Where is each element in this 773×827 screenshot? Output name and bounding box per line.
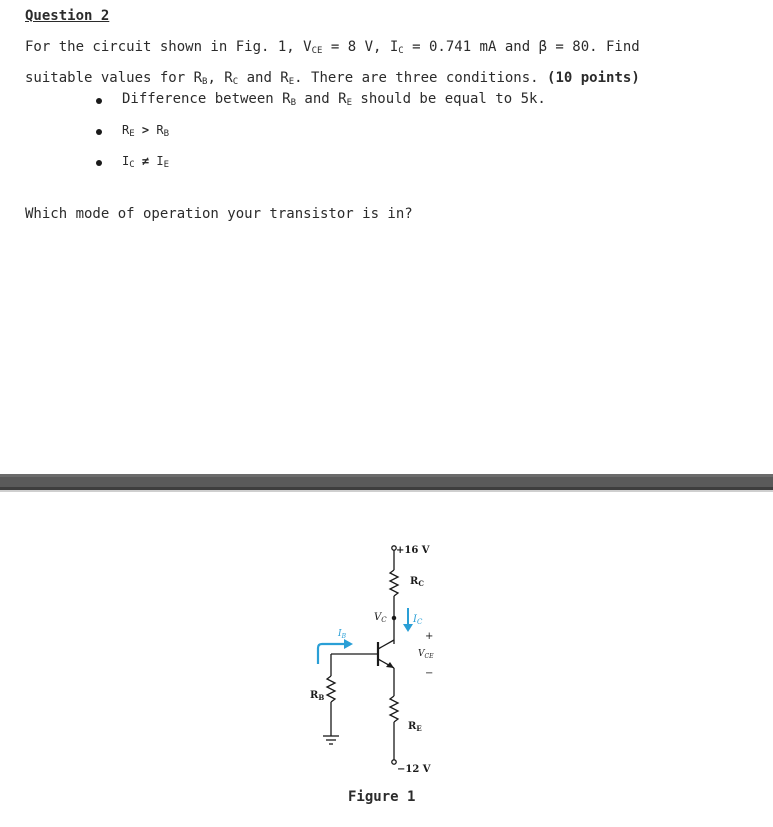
- ic-arrow-icon: [403, 608, 413, 632]
- circuit-figure: [286, 536, 466, 781]
- vce-minus: −: [425, 668, 434, 679]
- vce-label: $V_{CE}$: [418, 649, 434, 660]
- figure-caption: Figure 1: [348, 789, 416, 805]
- rb-label: $R_B$: [310, 690, 325, 702]
- condition-item: Difference between $R_B$ and $R_E$ should be equal to 5k.: [122, 91, 546, 108]
- question-paragraph: [25, 34, 760, 96]
- re-resistor: [390, 696, 398, 722]
- vee-terminal: [392, 760, 396, 764]
- vee-label: −12 V: [397, 764, 431, 775]
- re-label: $R_E$: [408, 721, 422, 733]
- emitter-arrow-icon: [386, 662, 394, 668]
- question-line-1: For the circuit shown in Fig. 1, $V_{CE} = 8$ V, $I_C = 0.741$ mA and β = 80. Find: [25, 39, 640, 56]
- question-line-2: suitable values for $R_B$, $R_C$ and $R_E$. There are three conditions. (10 points): [25, 70, 640, 87]
- question-title: Question 2: [25, 8, 110, 24]
- condition-item: $R_E > R_B$: [122, 123, 169, 139]
- bullet-dot-icon: [96, 98, 102, 104]
- page-divider: [0, 474, 773, 490]
- vcc-label: +16 V: [396, 545, 430, 556]
- ib-label: $I_B$: [338, 629, 346, 640]
- rb-resistor: [327, 676, 335, 702]
- rc-resistor: [390, 570, 398, 596]
- vce-plus: +: [425, 631, 434, 642]
- circuit-diagram: [286, 536, 466, 781]
- bullet-dot-icon: [96, 129, 102, 135]
- condition-item: $I_C \ne I_E$: [122, 154, 169, 170]
- collector-node: [392, 616, 395, 619]
- page-divider-shadow: [0, 490, 773, 492]
- vc-label: $V_C$: [374, 612, 387, 624]
- rc-label: $R_C$: [410, 576, 424, 588]
- mode-question: Which mode of operation your transistor is in?: [25, 206, 413, 222]
- points-label: (10 points): [547, 70, 640, 86]
- ib-arrow-icon: [318, 639, 353, 664]
- bullet-dot-icon: [96, 160, 102, 166]
- ic-label: $I_C$: [413, 614, 423, 626]
